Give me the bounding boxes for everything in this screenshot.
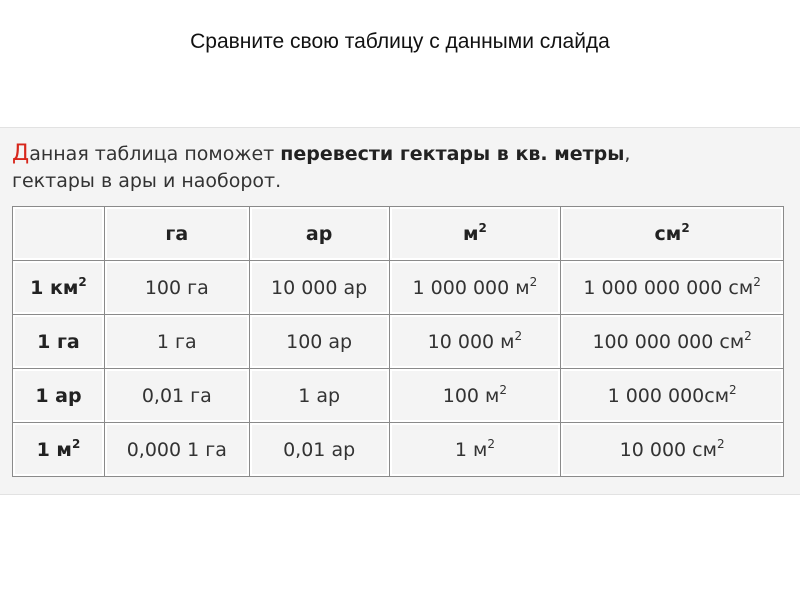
table-row bbox=[13, 315, 784, 369]
table-row bbox=[13, 261, 784, 315]
unit-conversion-table bbox=[12, 206, 784, 477]
row-head-m2: 1 $м^2$ bbox=[13, 423, 105, 477]
table-row bbox=[13, 369, 784, 423]
table-cell: 1 000 000 000 $см^2$ bbox=[561, 261, 784, 315]
row-head-ar: 1 ар bbox=[13, 369, 105, 423]
table-cell: 100 га bbox=[104, 261, 249, 315]
table-cell: 1 000 $000см^2$ bbox=[561, 369, 784, 423]
intro-part1: анная таблица поможет bbox=[29, 143, 281, 165]
intro-line2: гектары в ары и наоборот. bbox=[12, 170, 282, 192]
table-cell: 1 га bbox=[104, 315, 249, 369]
table-cell: 100 ар bbox=[249, 315, 389, 369]
table-cell: 1 000 000 $м^2$ bbox=[389, 261, 561, 315]
header-cell-ga: га bbox=[104, 207, 249, 261]
table-cell: 1 $м^2$ bbox=[389, 423, 561, 477]
row-head-km2: 1 $км^2$ bbox=[13, 261, 105, 315]
table-cell: 10 000 ар bbox=[249, 261, 389, 315]
table-cell: 1 ар bbox=[249, 369, 389, 423]
table-cell: 0,01 ар bbox=[249, 423, 389, 477]
table-cell: 0,01 га bbox=[104, 369, 249, 423]
intro-first-letter: Д bbox=[12, 141, 30, 166]
content-panel bbox=[0, 127, 800, 495]
row-head-ga: 1 га bbox=[13, 315, 105, 369]
table-cell: 100 $м^2$ bbox=[389, 369, 561, 423]
header-cell-ar: ар bbox=[249, 207, 389, 261]
table-row bbox=[13, 423, 784, 477]
intro-bold: перевести гектары в кв. метры bbox=[280, 143, 625, 165]
table-cell: 10 000 $см^2$ bbox=[561, 423, 784, 477]
table-cell: 0,000 1 га bbox=[104, 423, 249, 477]
header-cell-cm2: $см^2$ bbox=[561, 207, 784, 261]
header-cell-m2: $м^2$ bbox=[389, 207, 561, 261]
table-header-row bbox=[13, 207, 784, 261]
intro-text bbox=[12, 140, 782, 195]
table-cell: 100 000 000 $см^2$ bbox=[561, 315, 784, 369]
header-cell-corner bbox=[13, 207, 105, 261]
table-cell: 10 000 $м^2$ bbox=[389, 315, 561, 369]
slide-title: Сравните свою таблицу с данными слайда bbox=[190, 30, 610, 53]
intro-part2: , bbox=[624, 143, 631, 165]
